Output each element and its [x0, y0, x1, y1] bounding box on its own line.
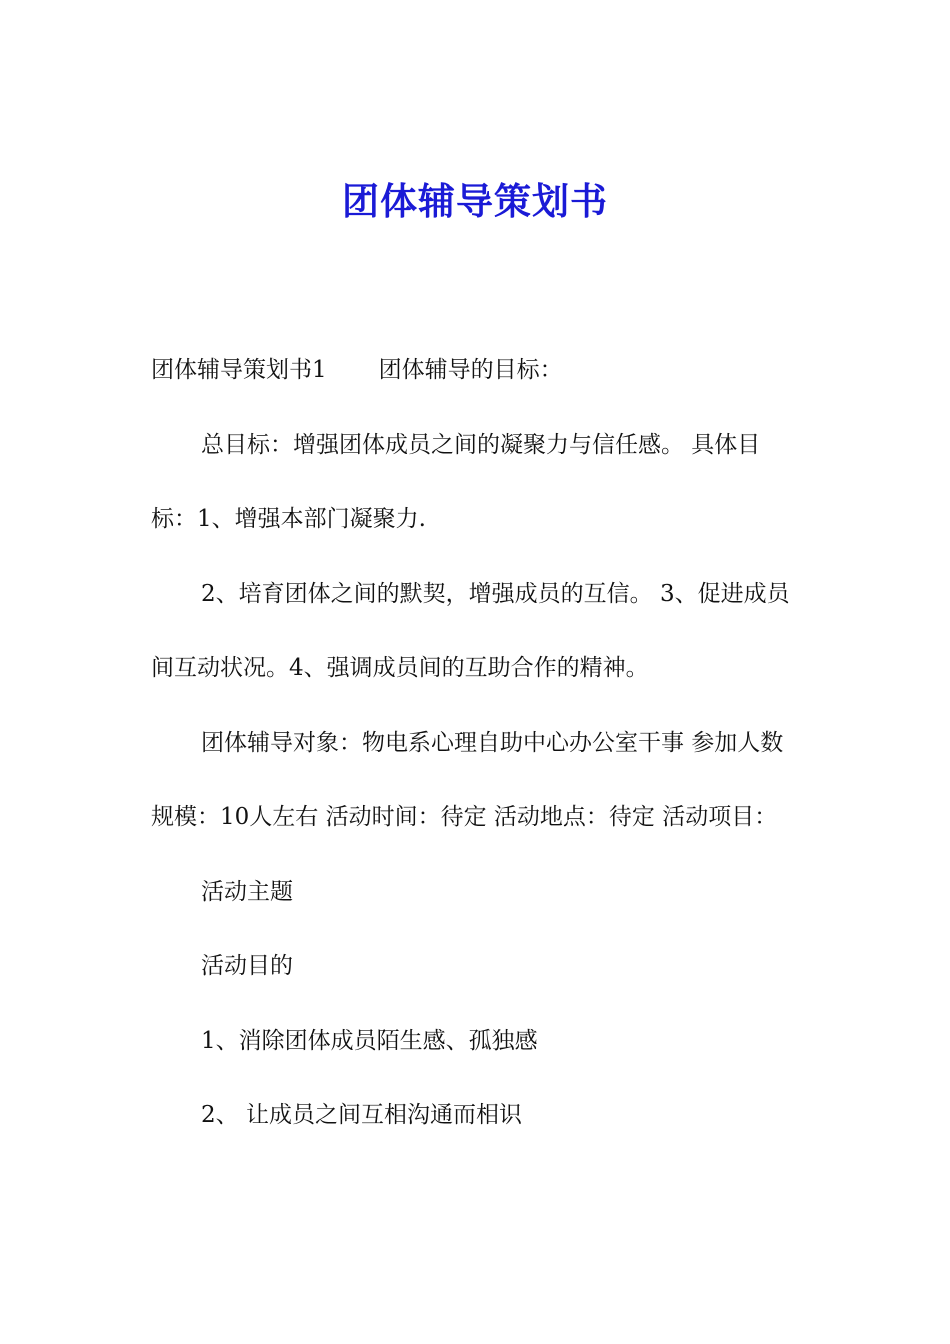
paragraph-purpose-item-1: 1、消除团体成员陌生感、孤独感 — [201, 1027, 538, 1054]
document-title: 团体辅导策划书 — [342, 180, 608, 223]
paragraph-activity-theme: 活动主题 — [201, 878, 293, 905]
paragraph-goals: 总目标：增强团体成员之间的凝聚力与信任感。 具体目标：1、增强本部门凝聚力. — [151, 431, 761, 532]
paragraph-target-info: 团体辅导对象：物电系心理自助中心办公室干事 参加人数规模：10人左右 活动时间：待定 活动地点：待定 活动项目： — [151, 729, 784, 830]
intro-label: 团体辅导策划书1 — [151, 357, 327, 383]
paragraph-purpose-item-2: 2、 让成员之间互相沟通而相识 — [201, 1102, 522, 1128]
intro-text: 团体辅导的目标： — [378, 357, 563, 383]
paragraph-activity-purpose: 活动目的 — [201, 953, 293, 979]
intro-line — [151, 333, 806, 408]
document-body — [151, 333, 806, 1153]
paragraph-goals-continued: 2、培育团体之间的默契，增强成员的互信。 3、促进成员间互动状况。4、强调成员间的互助合作的精神。 — [151, 580, 790, 681]
